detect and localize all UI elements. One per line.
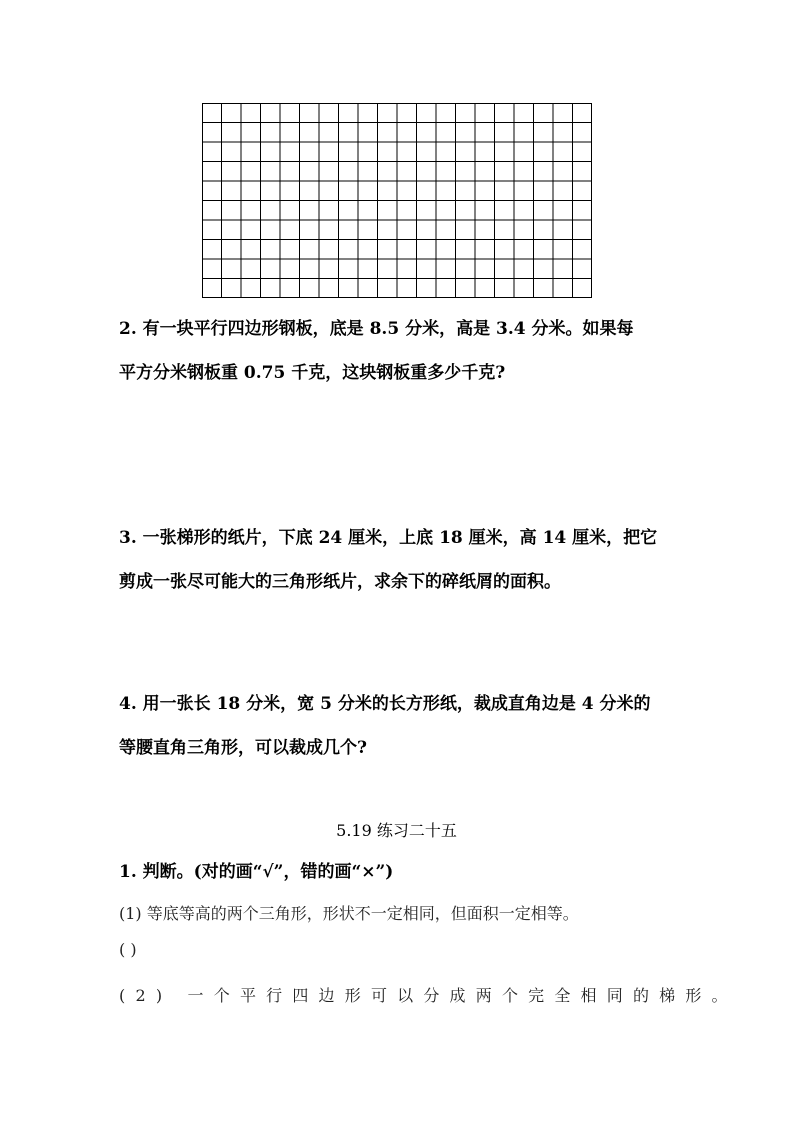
- q2-line-2: 平方分米钢板重 0.75 千克，这块钢板重多少千克?: [119, 363, 506, 383]
- judge-item-1: (1) 等底等高的两个三角形，形状不一定相同，但面积一定相等。: [119, 904, 579, 923]
- grid-svg: [202, 103, 592, 298]
- q2-line-1: 2. 有一块平行四边形钢板，底是 8.5 分米，高是 3.4 分米。如果每: [119, 319, 634, 339]
- grid-paper: [202, 103, 592, 298]
- q4-line-2: 等腰直角三角形，可以裁成几个?: [119, 738, 367, 758]
- judge-item-2: (2) 一个平行四边形可以分成两个完全相同的梯形。: [119, 986, 738, 1005]
- q4-line-1: 4. 用一张长 18 分米，宽 5 分米的长方形纸，裁成直角边是 4 分米的: [119, 694, 651, 714]
- q3-line-2: 剪成一张尽可能大的三角形纸片，求余下的碎纸屑的面积。: [119, 572, 561, 592]
- judge-heading: 1. 判断。(对的画“√”，错的画“×”): [119, 862, 394, 882]
- judge-item-1-answer-blank: ( ): [119, 940, 137, 959]
- q3-line-1: 3. 一张梯形的纸片，下底 24 厘米，上底 18 厘米，高 14 厘米，把它: [119, 528, 658, 548]
- section-title: 5.19 练习二十五: [336, 821, 457, 840]
